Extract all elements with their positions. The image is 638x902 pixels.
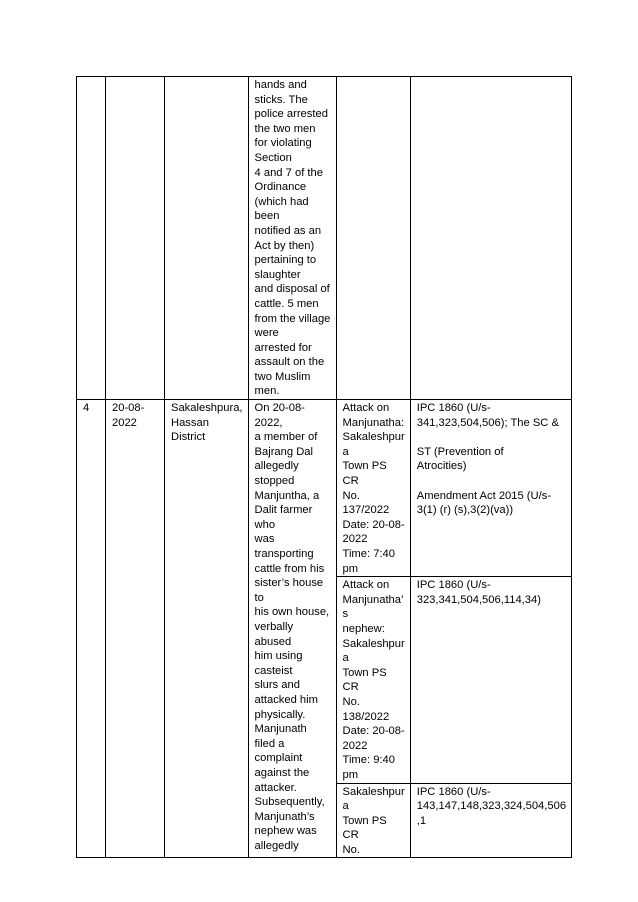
- description-text: On 20-08-2022, a member of Bajrang Dal allegedly stopped Manjuntha, a Dalit farmer who was transporting cattle from his sister’s house to his own house, verbally abused him using casteist slurs and attacked him physically. Manjunath filed a complaint against the attacker. Subsequently, Manjunath’s nephew was allegedly: [254, 402, 330, 852]
- sections-cell: [410, 783, 571, 858]
- case-details: Attack on Manjunatha’ s nephew: Sakaleshpur a Town PS CR No. 138/2022 Date: 20-08- 2022 Time: 9:40 pm: [342, 579, 405, 781]
- legal-sections: IPC 1860 (U/s- 143,147,148,323,324,504,506 ,1: [416, 785, 567, 827]
- case-cell: [336, 77, 410, 400]
- description-cell: [248, 77, 336, 400]
- case-cell: [336, 577, 410, 783]
- incident-location: Sakaleshpura, Hassan District: [171, 402, 243, 444]
- date-cell: [106, 77, 165, 400]
- location-cell: [165, 400, 249, 858]
- description-text: hands and sticks. The police arrested the two men for violating Section 4 and 7 of the Ordinance (which had been notified as an Act by then) pertaining to slaughter and disposal of cattle. 5 men from the village were arrested for assault on the two Muslim men.: [254, 79, 331, 398]
- date-cell: [106, 400, 165, 858]
- serial-cell: [77, 400, 106, 858]
- incident-table: [76, 76, 572, 858]
- serial-cell: [77, 77, 106, 400]
- case-details: Sakaleshpur a Town PS CR No.: [342, 785, 405, 856]
- serial-number: 4: [83, 402, 90, 415]
- description-cell: [248, 400, 336, 858]
- legal-sections: IPC 1860 (U/s- 341,323,504,506); The SC & ST (Prevention of Atrocities) Amendment Act 2015 (U/s- 3(1) (r) (s),3(2)(va)): [416, 402, 559, 517]
- sections-cell: [410, 77, 571, 400]
- table-row: [77, 77, 572, 400]
- case-cell: [336, 783, 410, 858]
- sections-cell: [410, 577, 571, 783]
- location-cell: [165, 77, 249, 400]
- sections-cell: [410, 400, 571, 577]
- case-details: Attack on Manjunatha: Sakaleshpur a Town PS CR No. 137/2022 Date: 20-08- 2022 Time: 7:40 pm: [342, 402, 405, 575]
- case-cell: [336, 400, 410, 577]
- legal-sections: IPC 1860 (U/s- 323,341,504,506,114,34): [416, 579, 541, 606]
- incident-date: 20-08- 2022: [112, 402, 145, 429]
- table-row: [77, 400, 572, 577]
